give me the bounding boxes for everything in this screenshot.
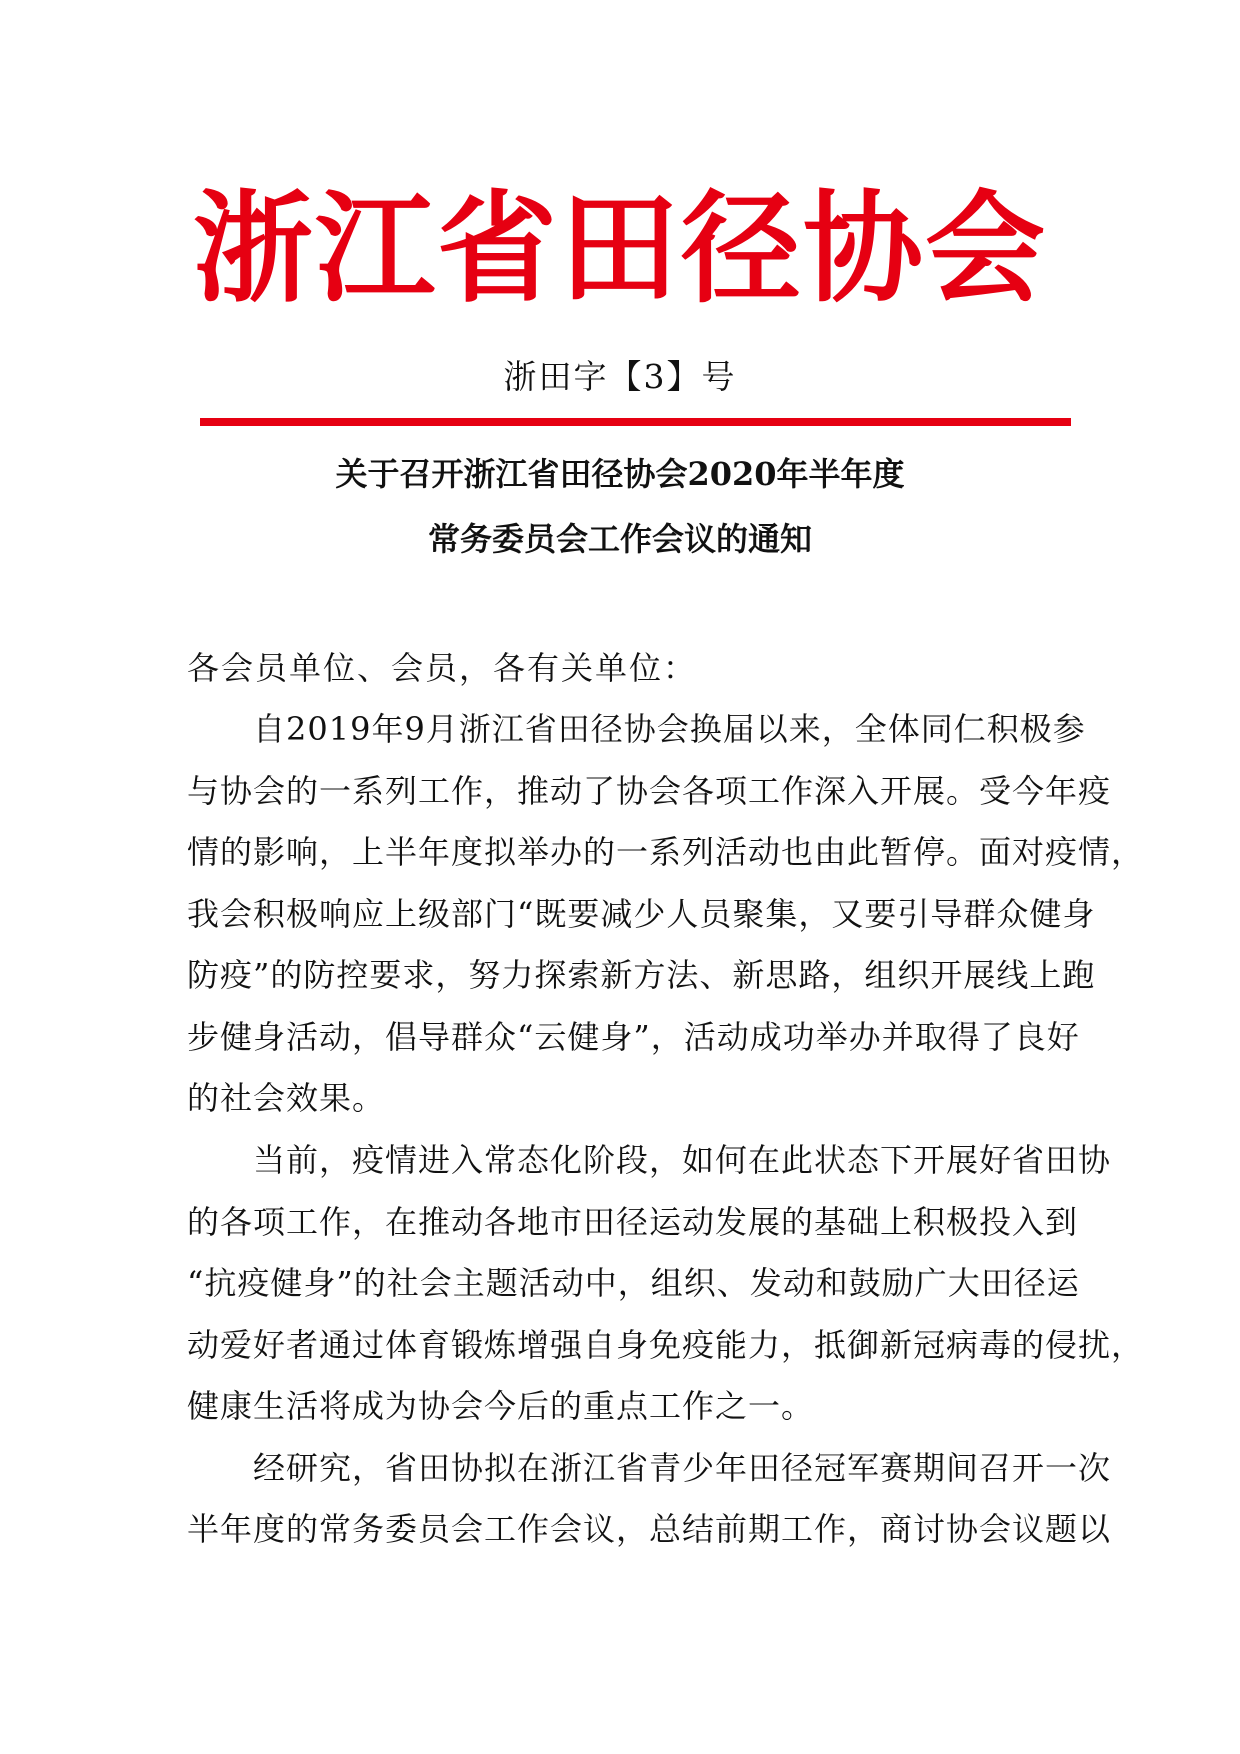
notice-title-line-1: 关于召开浙江省田径协会2020年半年度 [335, 455, 905, 493]
body-line: 的各项工作，在推动各地市田径运动发展的基础上积极投入到 [187, 1203, 1079, 1241]
document-number: 浙田字【3】号 [503, 357, 737, 396]
body-line: 防疫”的防控要求，努力探索新方法、新思路，组织开展线上跑 [187, 956, 1096, 994]
notice-title-line-2: 常务委员会工作会议的通知 [427, 520, 812, 558]
body-line: 半年度的常务委员会工作会议，总结前期工作，商讨协会议题以 [187, 1510, 1112, 1548]
body-line: 情的影响，上半年度拟举办的一系列活动也由此暂停。面对疫情， [187, 833, 1145, 871]
body-line: 我会积极响应上级部门“既要减少人员聚集，又要引导群众健身 [187, 895, 1096, 933]
organization-header: 浙江省田径协会 [193, 180, 1047, 319]
body-line: 步健身活动，倡导群众“云健身”，活动成功举办并取得了良好 [187, 1018, 1080, 1056]
body-line: 的社会效果。 [187, 1079, 386, 1117]
body-line: “抗疫健身”的社会主题活动中，组织、发动和鼓励广大田径运 [187, 1264, 1080, 1302]
salutation: 各会员单位、会员，各有关单位： [187, 649, 698, 687]
body-line: 健康生活将成为协会今后的重点工作之一。 [187, 1387, 815, 1425]
body-line: 自2019年9月浙江省田径协会换届以来，全体同仁积极参 [187, 710, 1086, 748]
red-divider-rule [200, 418, 1071, 426]
body-line: 动爱好者通过体育锻炼增强自身免疫能力，抵御新冠病毒的侵扰， [187, 1326, 1145, 1364]
body-line: 与协会的一系列工作，推动了协会各项工作深入开展。受今年疫 [187, 772, 1112, 810]
body-line: 经研究，省田协拟在浙江省青少年田径冠军赛期间召开一次 [187, 1449, 1112, 1487]
body-line: 当前，疫情进入常态化阶段，如何在此状态下开展好省田协 [187, 1141, 1112, 1179]
